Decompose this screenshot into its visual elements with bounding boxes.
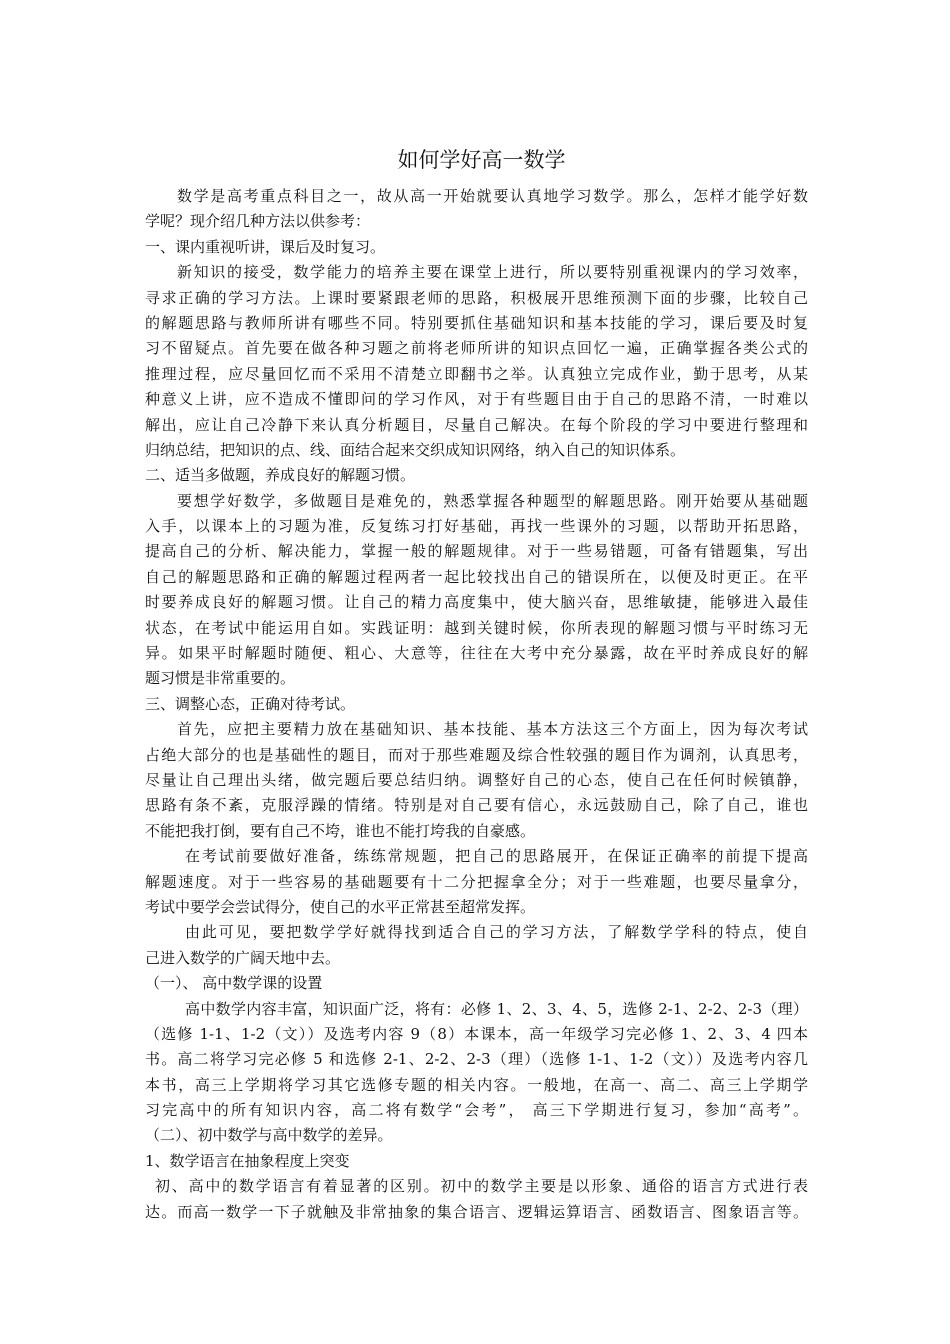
text-line: 自己的解题思路和正确的解题过程两者一起比较找出自己的错误所在，以便及时更正。在平 [145, 567, 808, 586]
text-line: 本书，高三上学期将学习其它选修专题的相关内容。一般地，在高一、高二、高三上学期学 [145, 1075, 808, 1094]
text-line: 不能把我打倒，要有自己不垮，谁也不能打垮我的自豪感。 [145, 821, 536, 840]
section-heading: （一）、 高中数学课的设置 [145, 974, 323, 993]
text-line: 书。高二将学习完必修 5 和选修 2-1、2-2、2-3（理）（选修 1-1、1-2（文））及选考内容几 [145, 1050, 808, 1069]
text-line: 入手，以课本上的习题为准，反复练习打好基础，再找一些课外的习题，以帮助开拓思路， [145, 517, 808, 536]
text-line: 考试中要学会尝试得分，使自己的水平正常甚至超常发挥。 [145, 897, 536, 916]
text-line: 解题速度。对于一些容易的基础题要有十二分把握拿全分；对于一些难题，也要尽量拿分， [145, 872, 808, 891]
text-line: 学呢？现介绍几种方法以供参考： [145, 212, 371, 231]
text-line: （选修 1-1、1-2（文））及选考内容 9（8）本课本，高一年级学习完必修 1、2、3、4 四本 [145, 1024, 808, 1043]
text-line: 的解题思路与教师所讲有哪些不同。特别要抓住基础知识和基本技能的学习，课后要及时复 [145, 313, 808, 332]
text-line: 达。而高一数学一下子就触及非常抽象的集合语言、逻辑运算语言、函数语言、图象语言等。 [145, 1202, 808, 1221]
text-line: 首先，应把主要精力放在基础知识、基本技能、基本方法这三个方面上，因为每次考试 [177, 720, 808, 739]
text-line: 题习惯是非常重要的。 [145, 669, 296, 688]
section-heading: 三、调整心态，正确对待考试。 [145, 694, 356, 713]
text-line: 归纳总结，把知识的点、线、面结合起来交织成知识网络，纳入自己的知识体系。 [145, 440, 686, 459]
section-heading: （二）、初中数学与高中数学的差异。 [145, 1126, 393, 1145]
text-line: 解出，应让自己冷静下来认真分析题目，尽量自己解决。在每个阶段的学习中要进行整理和 [145, 415, 808, 434]
text-line: 寻求正确的学习方法。上课时要紧跟老师的思路，积极展开思维预测下面的步骤，比较自己 [145, 288, 808, 307]
text-line: 推理过程，应尽量回忆而不采用不清楚立即翻书之举。认真独立完成作业，勤于思考，从某 [145, 364, 808, 383]
text-line: 思路有条不紊，克服浮躁的情绪。特别是对自己要有信心，永远鼓励自己，除了自己，谁也 [145, 796, 808, 815]
text-line: 习完高中的所有知识内容，高二将有数学“会考”， 高三下学期进行复习，参加“高考”。 [145, 1101, 808, 1120]
text-line: 初、高中的数学语言有着显著的区别。初中的数学主要是以形象、通俗的语言方式进行表 [155, 1177, 808, 1196]
section-heading: 一、课内重视听讲，课后及时复习。 [145, 237, 386, 256]
text-line: 时要养成良好的解题习惯。让自己的精力高度集中，使大脑兴奋，思维敏捷，能够进入最佳 [145, 593, 808, 612]
text-line: 提高自己的分析、解决能力，掌握一般的解题规律。对于一些易错题，可备有错题集，写出 [145, 542, 808, 561]
text-line: 在考试前要做好准备，练练常规题，把自己的思路展开，在保证正确率的前提下提高 [185, 847, 808, 866]
section-heading: 二、适当多做题，养成良好的解题习惯。 [145, 466, 416, 485]
text-line: 要想学好数学，多做题目是难免的，熟悉掌握各种题型的解题思路。刚开始要从基础题 [177, 491, 808, 510]
text-line: 习不留疑点。首先要在做各种习题之前将老师所讲的知识点回忆一遍，正确掌握各类公式的 [145, 339, 808, 358]
text-line: 尽量让自己理出头绪，做完题后要总结归纳。调整好自己的心态，使自己在任何时候镇静， [145, 770, 808, 789]
document-title: 如何学好高一数学 [397, 148, 566, 172]
text-line: 高中数学内容丰富，知识面广泛，将有：必修 1、2、3、4、5，选修 2-1、2-2、2-3（理） [185, 999, 808, 1018]
document-page [145, 140, 808, 1225]
text-line: 异。如果平时解题时随便、粗心、大意等，往往在大考中充分暴露，故在平时养成良好的解 [145, 644, 808, 663]
text-line: 新知识的接受，数学能力的培养主要在课堂上进行，所以要特别重视课内的学习效率， [177, 263, 808, 282]
text-line: 种意义上讲，应不造成不懂即问的学习作风，对于有些题目由于自己的思路不清，一时难以 [145, 390, 808, 409]
section-heading: 1、数学语言在抽象程度上突变 [145, 1151, 350, 1170]
text-line: 己进入数学的广阔天地中去。 [145, 948, 341, 967]
text-line: 状态，在考试中能运用自如。实践证明：越到关键时候，你所表现的解题习惯与平时练习无 [145, 618, 808, 637]
text-line: 数学是高考重点科目之一，故从高一开始就要认真地学习数学。那么，怎样才能学好数 [177, 187, 808, 205]
text-line: 由此可见，要把数学学好就得找到适合自己的学习方法，了解数学学科的特点，使自 [185, 923, 808, 942]
text-line: 占绝大部分的也是基础性的题目，而对于那些难题及综合性较强的题目作为调剂，认真思考， [145, 745, 808, 764]
